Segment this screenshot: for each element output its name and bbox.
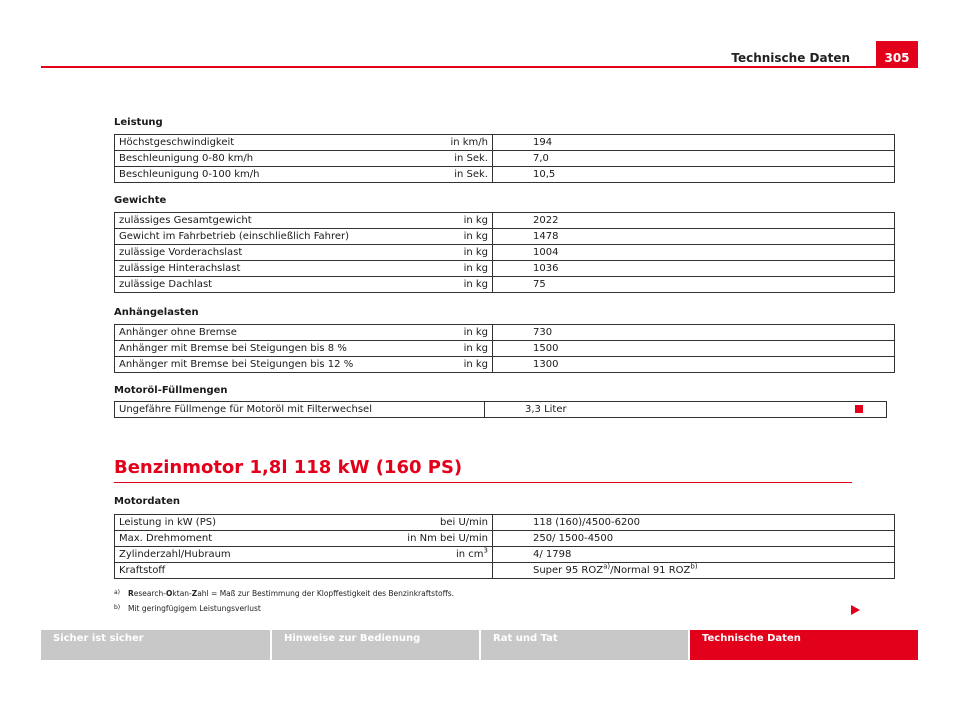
- footnote-text: ktan-: [172, 589, 192, 598]
- table-row: [115, 213, 895, 229]
- spec-unit: in kg: [360, 325, 493, 341]
- table-row: [115, 325, 895, 341]
- spec-value: [493, 563, 895, 579]
- spec-name: Höchstgeschwindigkeit: [115, 135, 361, 151]
- spec-name: Leistung in kW (PS): [115, 515, 361, 531]
- section-label-leistung: Leistung: [114, 117, 163, 128]
- spec-name: zulässige Vorderachslast: [115, 245, 361, 261]
- table-row: [115, 261, 895, 277]
- footer-tab-rat-und-tat[interactable]: Rat und Tat: [481, 630, 688, 660]
- table-row: [115, 135, 895, 151]
- spec-value: 1500: [493, 341, 895, 357]
- page-number: 305: [876, 41, 918, 68]
- spec-value: 75: [493, 277, 895, 293]
- spec-unit: in kg: [360, 245, 493, 261]
- spec-unit: [360, 563, 493, 579]
- spec-unit: in kg: [360, 261, 493, 277]
- footnote-initial-r: R: [128, 589, 134, 598]
- spec-value: 1300: [493, 357, 895, 373]
- spec-name: Max. Drehmoment: [115, 531, 361, 547]
- motoroel-table: [114, 401, 887, 418]
- spec-name: Anhänger mit Bremse bei Steigungen bis 8 %: [115, 341, 361, 357]
- section-label-anhaengelasten: Anhängelasten: [114, 307, 199, 318]
- continue-arrow-icon: [851, 605, 860, 615]
- spec-name: zulässige Hinterachslast: [115, 261, 361, 277]
- footnote-a: [114, 589, 454, 598]
- table-row: [115, 245, 895, 261]
- spec-unit: in kg: [360, 213, 493, 229]
- spec-value: 2022: [493, 213, 895, 229]
- leistung-table: [114, 134, 895, 183]
- unit-text: in cm: [455, 549, 484, 560]
- section-label-motordaten: Motordaten: [114, 496, 180, 507]
- section-label-gewichte: Gewichte: [114, 195, 167, 206]
- footer-tab-hinweise[interactable]: Hinweise zur Bedienung: [272, 630, 479, 660]
- table-row: [115, 547, 895, 563]
- section-end-marker: [855, 405, 863, 413]
- spec-value: 250/ 1500-4500: [493, 531, 895, 547]
- footnote-b: [114, 604, 261, 613]
- table-row: [115, 229, 895, 245]
- spec-name: zulässige Dachlast: [115, 277, 361, 293]
- spec-unit: [360, 547, 493, 563]
- spec-unit: in km/h: [360, 135, 493, 151]
- spec-value: 194: [493, 135, 895, 151]
- footer-nav: [41, 630, 918, 660]
- chapter-title: Benzinmotor 1,8l 118 kW (160 PS): [114, 457, 463, 478]
- table-row: [115, 531, 895, 547]
- spec-name: Zylinderzahl/Hubraum: [115, 547, 361, 563]
- footnote-initial-z: Z: [191, 589, 198, 598]
- table-row: [115, 357, 895, 373]
- header-rule: [41, 66, 918, 68]
- fuel-super: Super 95 ROZ: [533, 565, 604, 576]
- spec-unit: in Sek.: [360, 151, 493, 167]
- footnote-mark: b): [114, 604, 121, 611]
- page-section-title: Technische Daten: [731, 51, 850, 65]
- spec-value: 1004: [493, 245, 895, 261]
- spec-value: 7,0: [493, 151, 895, 167]
- spec-unit: in kg: [360, 277, 493, 293]
- unit-superscript: 3: [483, 546, 488, 555]
- spec-name: Beschleunigung 0-100 km/h: [115, 167, 361, 183]
- table-row: [115, 167, 895, 183]
- spec-unit: bei U/min: [360, 515, 493, 531]
- spec-value: 1036: [493, 261, 895, 277]
- motordaten-table: [114, 514, 895, 579]
- spec-value: 3,3 Liter: [485, 402, 887, 418]
- spec-name: zulässiges Gesamtgewicht: [115, 213, 361, 229]
- footnote-mark: a): [114, 589, 121, 596]
- table-row: [115, 515, 895, 531]
- footnote-ref-a[interactable]: a): [603, 562, 611, 571]
- table-row: [115, 563, 895, 579]
- spec-unit: in Sek.: [360, 167, 493, 183]
- spec-value: 1478: [493, 229, 895, 245]
- footnote-initial-o: O: [166, 589, 173, 598]
- spec-name: Anhänger ohne Bremse: [115, 325, 361, 341]
- gewichte-table: [114, 212, 895, 293]
- spec-value: 10,5: [493, 167, 895, 183]
- spec-name: Beschleunigung 0-80 km/h: [115, 151, 361, 167]
- spec-unit: in kg: [360, 341, 493, 357]
- footnote-ref-b[interactable]: b): [690, 562, 698, 571]
- spec-unit: in kg: [360, 229, 493, 245]
- spec-value: 730: [493, 325, 895, 341]
- table-row: [115, 341, 895, 357]
- section-label-motoroel: Motoröl-Füllmengen: [114, 385, 228, 396]
- spec-name: Ungefähre Füllmenge für Motoröl mit Filterwechsel: [115, 402, 485, 418]
- footnote-text: ahl = Maß zur Bestimmung der Klopffestigkeit des Benzinkraftstoffs.: [197, 589, 455, 598]
- footer-tab-technische-daten[interactable]: Technische Daten: [690, 630, 918, 660]
- spec-name: Kraftstoff: [115, 563, 361, 579]
- spec-unit: in Nm bei U/min: [360, 531, 493, 547]
- footer-tab-sicher[interactable]: Sicher ist sicher: [41, 630, 270, 660]
- chapter-rule: [114, 482, 852, 483]
- spec-name: Anhänger mit Bremse bei Steigungen bis 12 %: [115, 357, 361, 373]
- spec-value: 4/ 1798: [493, 547, 895, 563]
- spec-name: Gewicht im Fahrbetrieb (einschließlich Fahrer): [115, 229, 361, 245]
- spec-unit: in kg: [360, 357, 493, 373]
- spec-value: 118 (160)/4500-6200: [493, 515, 895, 531]
- anhaengelasten-table: [114, 324, 895, 373]
- fuel-normal: /Normal 91 ROZ: [610, 565, 691, 576]
- footnote-text: esearch-: [133, 589, 167, 598]
- table-row: [115, 151, 895, 167]
- footnote-text: Mit geringfügigem Leistungsverlust: [128, 604, 261, 613]
- table-row: [115, 277, 895, 293]
- table-row: [115, 402, 887, 418]
